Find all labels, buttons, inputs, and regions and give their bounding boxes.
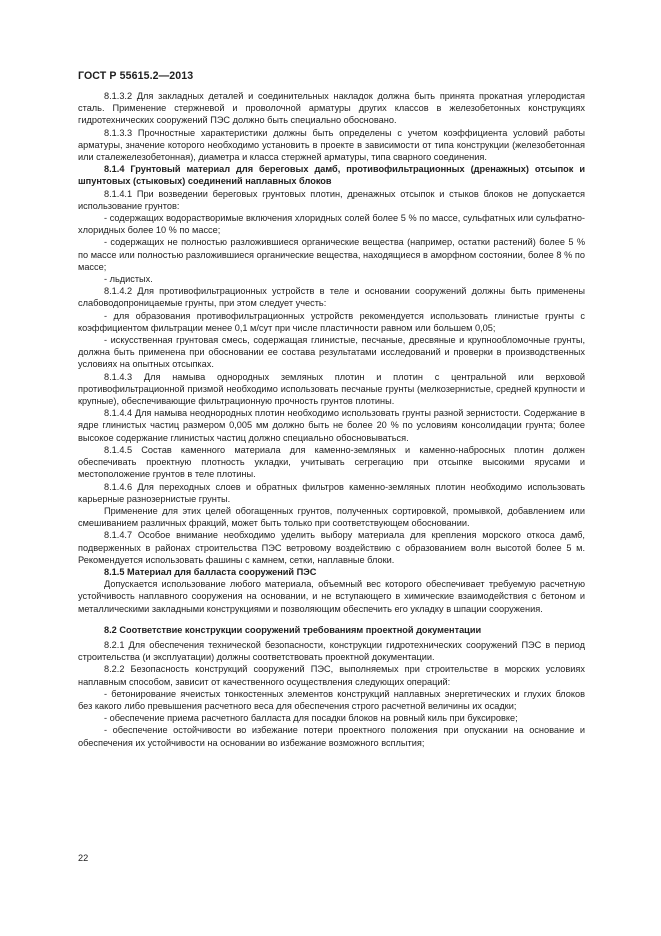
- paragraph: - обеспечение остойчивости во избежание потери проектного положения при опускании на основание и обеспечения их устойчивости на основании во избежание возможного всплытия;: [78, 725, 585, 748]
- paragraph: 8.1.3.2 Для закладных деталей и соединительных накладок должна быть принята прокатная углеродистая сталь. Применение стержневой и проволочной арматуры других классов в железобетонных конструкциях гидротехнических сооружений ПЭС должно быть специально обосновано.: [78, 91, 585, 126]
- document-header: ГОСТ Р 55615.2—2013: [78, 70, 194, 82]
- paragraph: - содержащих водорастворимые включения хлоридных солей более 5 % по массе, сульфатных или сульфатно-хлоридных более 10 % по массе;: [78, 213, 585, 236]
- paragraph: Применение для этих целей обогащенных грунтов, полученных сортировкой, промывкой, добавлением или смешиванием различных фракций, может быть только при соответствующем обосновании.: [78, 505, 585, 529]
- paragraph: 8.1.4.7 Особое внимание необходимо уделить выбору материала для крепления морского откоса дамб, подверженных в районах строительства ПЭС ветровому воздействию с образованием волн высотой более 5 м. Рекомендуется использовать фашины с камнем, сетки, наплавные блоки.: [78, 530, 585, 565]
- paragraph: 8.2.1 Для обеспечения технической безопасности, конструкции гидротехнических сооружений ПЭС в период строительства (и эксплуатации) должны соответствовать проектной документации.: [78, 639, 585, 663]
- paragraph: 8.1.4.1 При возведении береговых грунтовых плотин, дренажных отсыпок и стыков блоков не допускается использование грунтов:: [78, 188, 585, 211]
- paragraph: - бетонирование ячеистых тонкостенных элементов конструкций наплавных энергетических и глухих блоков без какого либо превышения расчетного веса для обеспечения строго расчетной величины их осадки;: [78, 688, 585, 711]
- section-heading: 8.1.5 Материал для балласта сооружений ПЭС: [104, 566, 317, 577]
- paragraph: 8.1.3.3 Прочностные характеристики должны быть определены с учетом коэффициента условий работы арматуры, значение которого необходимо установить в проекте в зависимости от типа конструкции (железобетонная или сталежелезобетонная), диаметра и класса стержней арматуры, типа сварного соединения.: [78, 127, 585, 163]
- paragraph: 8.1.4.3 Для намыва однородных земляных плотин и плотин с центральной или верховой противофильтрационной призмой необходимо использовать песчаные грунты (мелкозернистые, средней крупности и крупные), обеспечивающие фильтрационную прочность грунтов плотины.: [78, 371, 585, 407]
- paragraph: - содержащих не полностью разложившиеся органические вещества (например, остатки растений) более 5 % по массе или полностью разложившиеся органические вещества, находящиеся в аморфном состоянии, более 8 % по массе;: [78, 237, 585, 272]
- paragraph: 8.1.4.6 Для переходных слоев и обратных фильтров каменно-земляных плотин необходимо использовать карьерные разнозернистые грунты.: [78, 481, 585, 504]
- paragraph: - искусственная грунтовая смесь, содержащая глинистые, песчаные, дресвяные и крупнообломочные грунты, должна быть применена при обосновании ее состава результатами исследований и проверки в производственных условиях на опытных отсыпках.: [78, 335, 585, 370]
- page-number: 22: [78, 853, 89, 863]
- paragraph: 8.1.4.5 Состав каменного материала для каменно-земляных и каменно-набросных плотин должен обеспечивать проектную плотность укладки, учитывать сегрегацию при отсыпке высокими ярусами и местоположение грунтов в теле плотины.: [78, 444, 585, 480]
- paragraph: 8.1.4.4 Для намыва неоднородных плотин необходимо использовать грунты разной зернистости. Содержание в ядре глинистых частиц размером 0,005 мм должно быть не более 20 % по условиям консолидации грунта; более высокое содержание глинистых частиц должно специально обосновываться.: [78, 408, 585, 443]
- paragraph: - льдистых.: [104, 274, 153, 285]
- document-body: [78, 90, 585, 749]
- paragraph: - для образования противофильтрационных устройств рекомендуется использовать глинистые грунты с коэффициентом фильтрации менее 0,1 м/сут при числе пластичности равном или большем 0,05;: [78, 310, 585, 333]
- paragraph: 8.1.4.2 Для противофильтрационных устройств в теле и основании сооружений должны быть применены слабоводопроницаемые грунты, при этом следует учесть:: [78, 286, 585, 309]
- section-heading: 8.2 Соответствие конструкции сооружений требованиям проектной документации: [104, 624, 482, 635]
- paragraph: 8.2.2 Безопасность конструкций сооружений ПЭС, выполняемых при строительстве в морских условиях наплавным способом, зависит от качественного осуществления следующих операций:: [78, 664, 585, 687]
- paragraph: Допускается использование любого материала, объемный вес которого обеспечивает требуемую расчетную устойчивость наплавного сооружения на основании, и не вступающего в химические взаимодействия с бетоном и металлическими закладными конструкциями и позволяющим обеспечить его укладку в шпации сооружения.: [78, 579, 585, 614]
- section-heading: 8.1.4 Грунтовый материал для береговых дамб, противофильтрационных (дренажных) отсыпок и шпунтовых (стыковых) соединений наплавных блоков: [78, 164, 585, 187]
- paragraph: - обеспечение приема расчетного балласта для посадки блоков на ровный киль при буксировке;: [104, 713, 518, 724]
